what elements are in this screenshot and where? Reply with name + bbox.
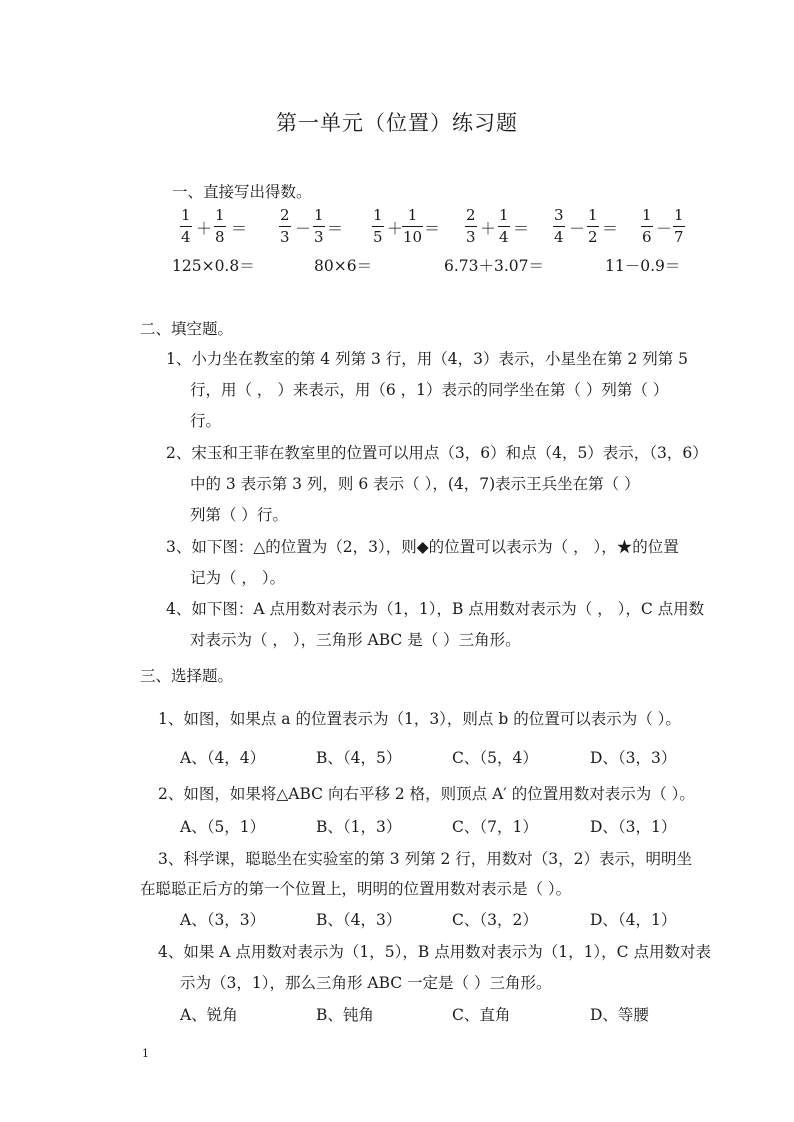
denominator: 4 bbox=[499, 228, 509, 246]
equals-sign: ＝ bbox=[602, 219, 619, 238]
fill-blank-line: 行，用（ ， ）来表示，用（6 ，1）表示的同学坐在第（ ）列第（ ） bbox=[190, 381, 669, 399]
operator: － bbox=[656, 219, 673, 238]
numerator: 1 bbox=[588, 206, 598, 224]
denominator: 5 bbox=[373, 228, 383, 246]
numerator: 1 bbox=[674, 206, 684, 224]
fraction bbox=[553, 207, 565, 246]
option-a: A、（5，1） bbox=[180, 818, 266, 836]
option-d: D、（3，1） bbox=[590, 818, 677, 836]
numerator: 1 bbox=[314, 206, 324, 224]
decimal-problem: 80×6＝ bbox=[314, 257, 373, 275]
fill-blank-line: 1、小力坐在教室的第 4 列第 3 行，用（4，3）表示，小星坐在第 2 列第 5 bbox=[166, 350, 689, 368]
denominator: 6 bbox=[642, 228, 652, 246]
numerator: 2 bbox=[466, 206, 476, 224]
operator: － bbox=[295, 219, 312, 238]
fraction bbox=[498, 207, 510, 246]
equals-sign: ＝ bbox=[327, 219, 344, 238]
option-b: B、（4，5） bbox=[316, 749, 402, 767]
question-1: 1、如图，如果点 a 的位置表示为（1，3），则点 b 的位置可以表示为（ ）。 bbox=[158, 710, 681, 728]
equals-sign: ＝ bbox=[231, 219, 248, 238]
numerator: 1 bbox=[373, 206, 383, 224]
option-c: C、（7，1） bbox=[452, 818, 538, 836]
option-d: D、（4，1） bbox=[590, 911, 677, 929]
fraction bbox=[180, 207, 192, 246]
fraction bbox=[673, 207, 685, 246]
operator: － bbox=[569, 219, 586, 238]
page-title: 第一单元（位置）练习题 bbox=[276, 111, 518, 135]
fill-blank-line: 2、宋玉和王菲在教室里的位置可以用点（3，6）和点（4，5）表示，（3，6） bbox=[166, 444, 708, 462]
fraction bbox=[587, 207, 599, 246]
operator: ＋ bbox=[387, 219, 404, 238]
fraction bbox=[641, 207, 653, 246]
fraction bbox=[372, 207, 384, 246]
numerator: 1 bbox=[181, 206, 191, 224]
operator: ＋ bbox=[480, 219, 497, 238]
section2-heading: 二、填空题。 bbox=[140, 320, 234, 338]
denominator: 3 bbox=[314, 228, 324, 246]
option-a: A、（4，4） bbox=[180, 749, 266, 767]
fraction bbox=[402, 207, 423, 246]
fill-blank-line: 中的 3 表示第 3 列，则 6 表示（ ），(4，7)表示王兵坐在第（ ） bbox=[190, 475, 640, 493]
fill-blank-line: 行。 bbox=[190, 412, 222, 430]
option-a: A、（3，3） bbox=[180, 911, 266, 929]
fill-blank-line: 4、如下图：A 点用数对表示为（1，1），B 点用数对表示为（ ， ），C 点用数 bbox=[166, 600, 705, 618]
question-3-line1: 3、科学课，聪聪坐在实验室的第 3 列第 2 行，用数对（3，2）表示，明明坐 bbox=[158, 850, 693, 868]
fraction bbox=[279, 207, 291, 246]
numerator: 1 bbox=[642, 206, 652, 224]
option-c: C、（5，4） bbox=[452, 749, 538, 767]
operator: ＋ bbox=[196, 219, 213, 238]
fill-blank-line: 列第（ ）行。 bbox=[190, 506, 288, 524]
option-b: B、（4，3） bbox=[316, 911, 402, 929]
fraction bbox=[465, 207, 477, 246]
fill-blank-line: 3、如下图：△的位置为（2，3），则◆的位置可以表示为（ ， ），★的位置 bbox=[166, 538, 679, 556]
option-d: D、等腰 bbox=[590, 1006, 649, 1024]
question-2: 2、如图，如果将△ABC 向右平移 2 格，则顶点 A′ 的位置用数对表示为（ ）。 bbox=[158, 785, 695, 803]
page-number: 1 bbox=[142, 1047, 149, 1060]
question-3-line2: 在聪聪正后方的第一个位置上，明明的位置用数对表示是（ ）。 bbox=[140, 880, 572, 898]
decimal-problem: 125×0.8＝ bbox=[172, 257, 255, 275]
numerator: 2 bbox=[280, 206, 290, 224]
denominator: 7 bbox=[674, 228, 684, 246]
decimal-problem: 6.73＋3.07＝ bbox=[444, 257, 545, 275]
numerator: 1 bbox=[215, 206, 225, 224]
denominator: 3 bbox=[280, 228, 290, 246]
option-a: A、锐角 bbox=[180, 1006, 238, 1024]
equals-sign: ＝ bbox=[513, 219, 530, 238]
fill-blank-line: 记为（ ， ）。 bbox=[190, 569, 286, 587]
fraction bbox=[313, 207, 325, 246]
option-c: C、直角 bbox=[452, 1006, 511, 1024]
numerator: 3 bbox=[554, 206, 564, 224]
decimal-problem: 11－0.9＝ bbox=[605, 257, 681, 275]
denominator: 10 bbox=[403, 228, 423, 246]
numerator: 1 bbox=[499, 206, 509, 224]
fraction bbox=[214, 207, 226, 246]
option-b: B、钝角 bbox=[316, 1006, 374, 1024]
question-4-line1: 4、如果 A 点用数对表示为（1，5），B 点用数对表示为（1，1），C 点用数对表 bbox=[158, 943, 711, 961]
option-c: C、（3，2） bbox=[452, 911, 538, 929]
denominator: 2 bbox=[588, 228, 598, 246]
denominator: 4 bbox=[554, 228, 564, 246]
fill-blank-line: 对表示为（ ， ），三角形 ABC 是（ ）三角形。 bbox=[190, 631, 521, 649]
denominator: 3 bbox=[466, 228, 476, 246]
equals-sign: ＝ bbox=[424, 219, 441, 238]
option-b: B、（1，3） bbox=[316, 818, 402, 836]
numerator: 1 bbox=[407, 206, 418, 224]
section1-heading: 一、直接写出得数。 bbox=[172, 183, 312, 201]
question-4-line2: 示为（3，1），那么三角形 ABC 一定是（ ）三角形。 bbox=[180, 974, 552, 992]
denominator: 8 bbox=[215, 228, 225, 246]
option-d: D、（3，3） bbox=[590, 749, 677, 767]
section3-heading: 三、选择题。 bbox=[140, 667, 234, 685]
denominator: 4 bbox=[181, 228, 191, 246]
